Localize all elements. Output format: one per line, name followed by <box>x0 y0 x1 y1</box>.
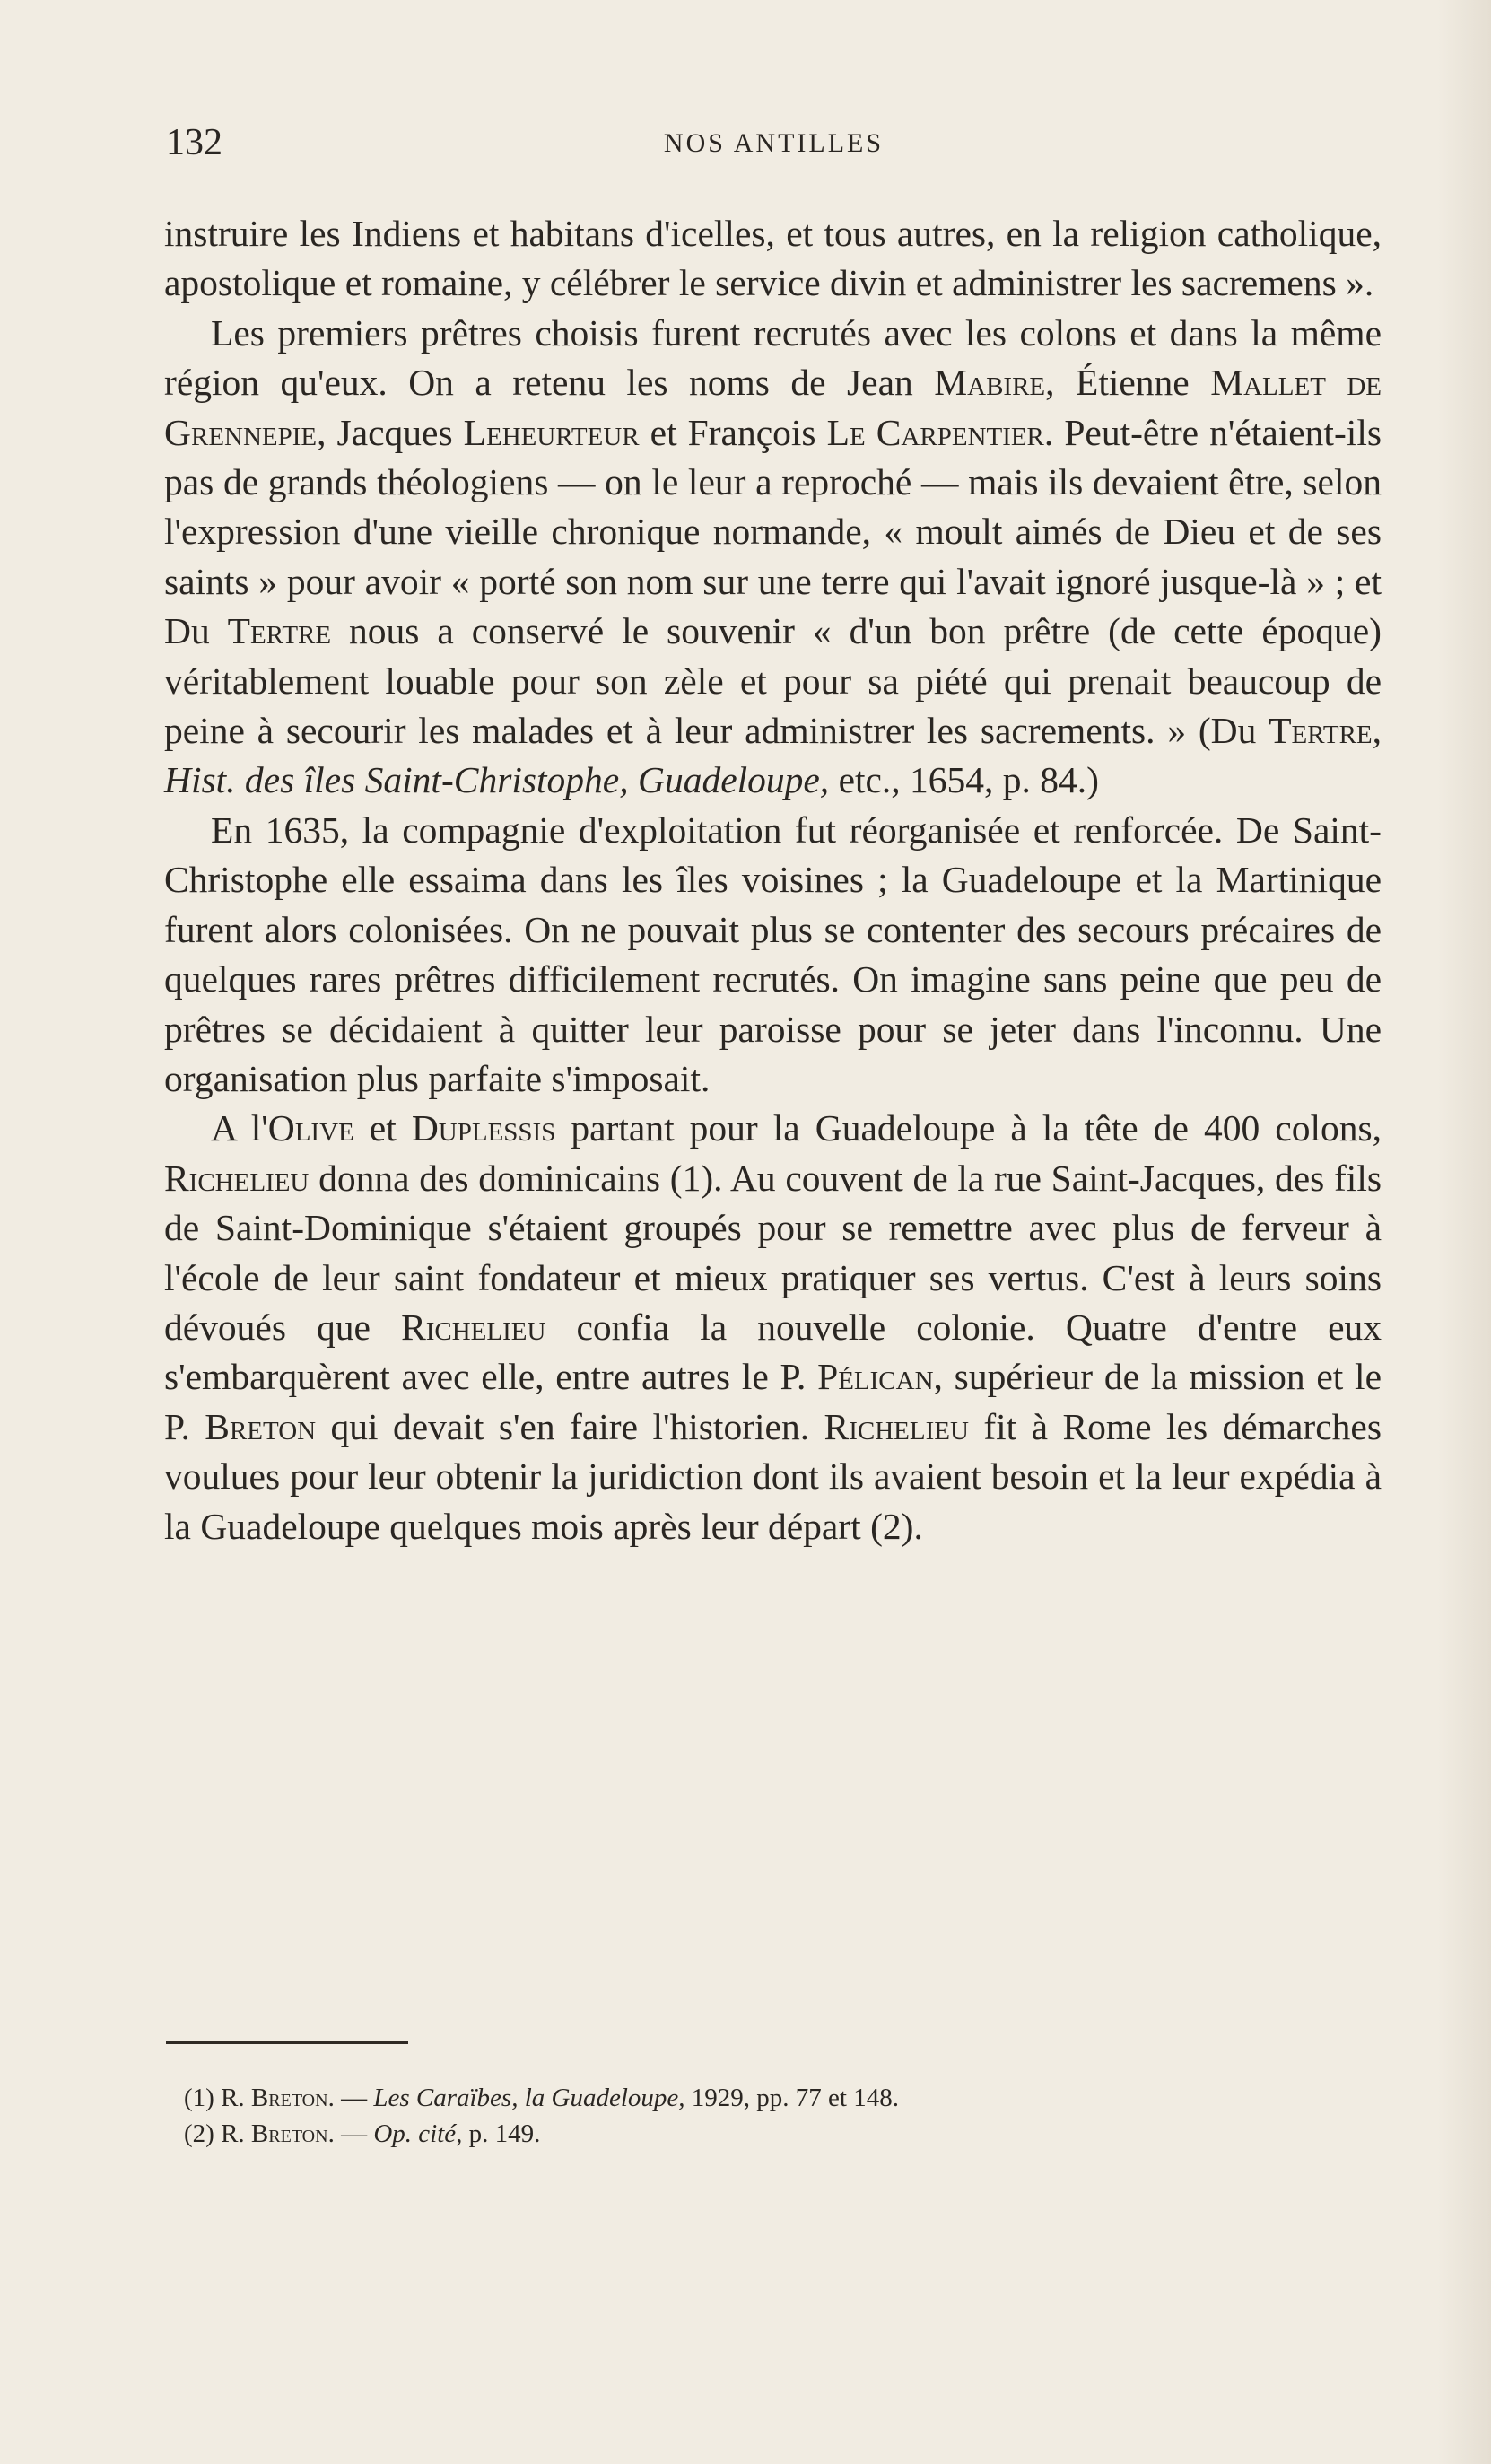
footnote-divider <box>166 2041 408 2044</box>
person-name: Pélican <box>817 1356 934 1398</box>
footnote-separator: . — <box>327 2119 374 2148</box>
footnote-author-initial: R. <box>221 2119 251 2148</box>
text-run: . Peut-être n'étaient-ils pas de grands théologiens — on le leur a reproché — mais ils devaient être, selon l'expression d'une vieille chronique normande, « moult aimés de Dieu et de ses saints » pour avoir « porté son nom sur une terre qui l'avait ignoré jusque-là » ; et Du <box>164 411 1382 652</box>
footnote-reference: p. 149. <box>462 2119 541 2148</box>
text-run: nous a conservé le souvenir « d'un bon prêtre (de cette époque) véritablement louable pour son zèle et pour sa piété qui prenait beaucoup de peine à secourir les malades et à leur administrer les sacrements. » (Du <box>164 610 1382 752</box>
footnote-title: Les Caraïbes, la Guadeloupe, <box>373 2084 685 2112</box>
text-run: , <box>1372 710 1382 752</box>
footnote-1 <box>184 2080 1350 2116</box>
footnote-reference: 1929, pp. 77 et 148. <box>684 2084 899 2112</box>
footnote-separator: . — <box>327 2084 374 2112</box>
page-edge-shadow <box>1437 0 1491 2464</box>
person-name: Duplessis <box>411 1107 556 1149</box>
text-run: fit à Rome les démarches voulues pour leur obtenir la juridiction dont ils avaient besoin et la leur expédia à la Guadeloupe quelques mois après leur départ (2). <box>164 1405 1382 1547</box>
person-name: Richelieu <box>164 1157 310 1199</box>
person-name: Breton <box>205 1405 317 1447</box>
person-name: Le Carpentier <box>826 411 1044 453</box>
footnotes <box>184 2080 1350 2152</box>
text-run: partant pour la Guadeloupe à la tête de 400 colons, <box>555 1107 1382 1149</box>
text-run: A l' <box>211 1107 268 1149</box>
person-name: Mallet de Grennepie <box>164 362 1382 453</box>
text-run: etc., 1654, p. 84.) <box>829 759 1100 801</box>
text-run: confia la nouvelle colonie. Quatre d'entre eux s'embarquèrent avec elle, entre autres le P. <box>164 1306 1382 1398</box>
paragraph-3: En 1635, la compagnie d'exploitation fut réorganisée et renforcée. De Saint-Christophe elle essaima dans les îles voisines ; la Guadeloupe et la Martinique furent alors colonisées. On ne pouvait plus se contenter des secours précaires de quelques rares prêtres difficilement recrutés. On imagine sans peine que peu de prêtres se décidaient à quitter leur paroisse pour se jeter dans l'inconnu. Une organisation plus parfaite s'imposait. <box>164 808 1382 1099</box>
footnote-2 <box>184 2116 1350 2152</box>
paragraph-2 <box>164 309 1382 806</box>
text-run: , Étienne <box>1045 362 1211 404</box>
person-name: Tertre <box>1269 710 1373 752</box>
footnote-author: Breton <box>250 2119 328 2148</box>
running-title: NOS ANTILLES <box>663 128 885 158</box>
footnote-author-initial: R. <box>221 2084 251 2112</box>
footnote-number: (1) <box>184 2084 214 2112</box>
text-run: et <box>353 1107 412 1149</box>
text-run: qui devait s'en faire l'historien. <box>316 1405 824 1447</box>
page-number: 132 <box>166 122 222 163</box>
text-run: , supérieur de la mission et le P. <box>164 1356 1382 1447</box>
person-name: Mabire <box>934 362 1046 404</box>
book-title: Hist. des îles Saint-Christophe, Guadeloupe, <box>164 759 830 801</box>
text-run: Les premiers prêtres choisis furent recrutés avec les colons et dans la même région qu'eux. On a retenu les noms de Jean <box>164 311 1382 404</box>
footnote-title: Op. cité, <box>373 2119 463 2148</box>
person-name: Richelieu <box>824 1405 969 1447</box>
footnote-author: Breton <box>250 2084 328 2112</box>
main-text <box>164 209 1382 1551</box>
paragraph-1: instruire les Indiens et habitans d'icelles, et tous autres, en la religion catholique, apostolique et romaine, y célébrer le service divin et administrer les sacremens ». <box>164 213 1382 304</box>
person-name: Richelieu <box>401 1306 546 1348</box>
person-name: Olive <box>267 1107 354 1149</box>
text-run: , Jacques <box>317 411 464 453</box>
page-header <box>166 121 1382 166</box>
paragraph-4 <box>164 1104 1382 1551</box>
text-run: et François <box>639 411 827 453</box>
text-run: donna des dominicains (1). Au couvent de la rue Saint-Jacques, des fils de Saint-Dominique s'étaient groupés pour se remettre avec plus de ferveur à l'école de leur saint fondateur et mieux pratiquer ses vertus. C'est à leurs soins dévoués que <box>164 1157 1382 1348</box>
footnote-number: (2) <box>184 2119 214 2148</box>
person-name: Tertre <box>227 610 332 652</box>
person-name: Leheurteur <box>463 411 640 453</box>
